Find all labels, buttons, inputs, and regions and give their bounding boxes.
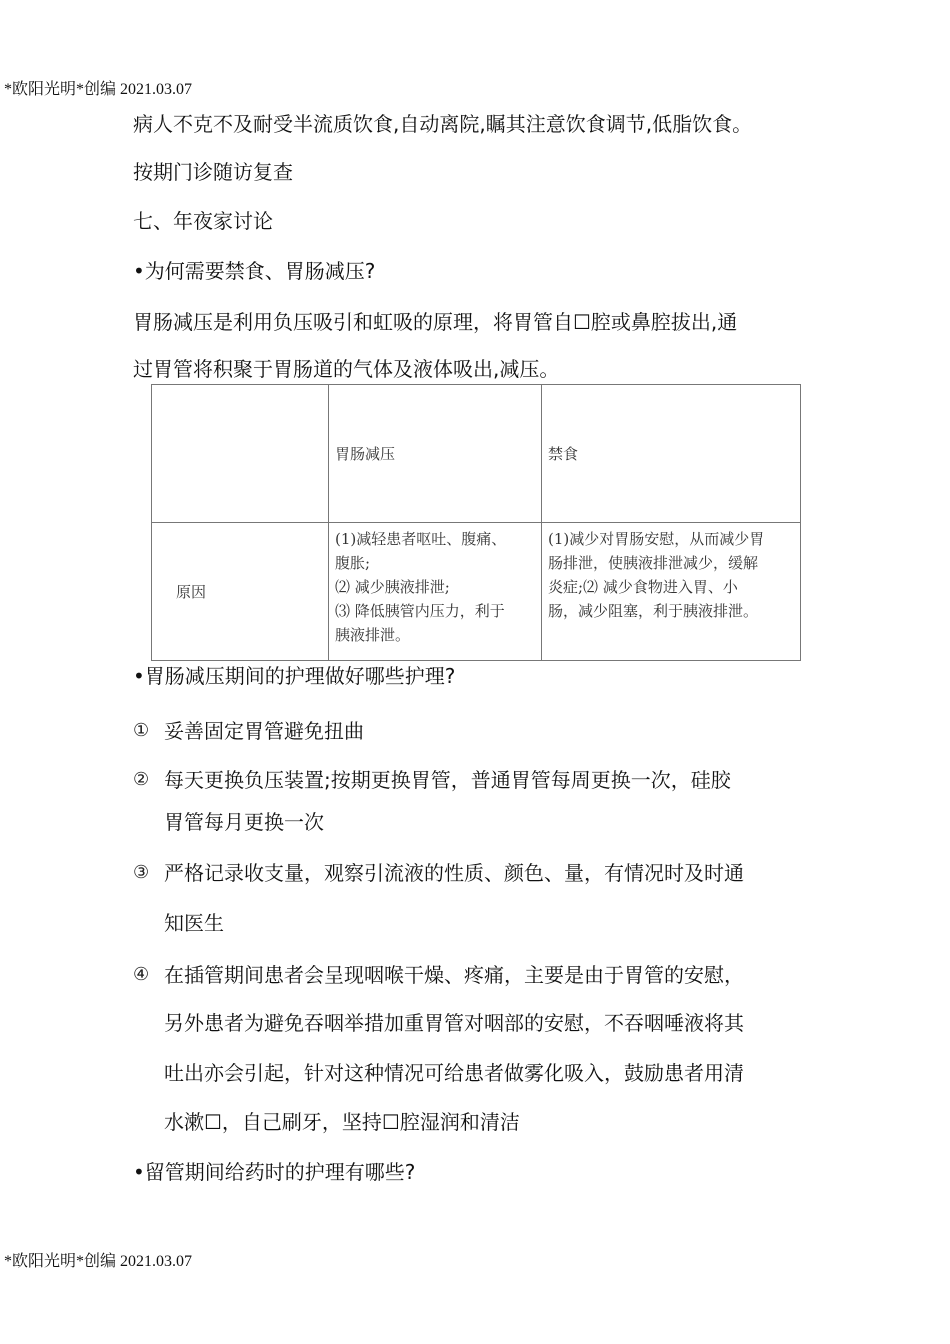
list-number: ④ xyxy=(133,964,150,985)
table-cell-gastro xyxy=(329,523,542,661)
section-heading: 七、年夜家讨论 xyxy=(133,209,273,233)
list-item: 另外患者为避免吞咽举措加重胃管对咽部的安慰，不吞咽唾液将其 xyxy=(164,1011,744,1035)
list-item: 知医生 xyxy=(164,911,224,935)
question-heading: •胃肠减压期间的护理做好哪些护理? xyxy=(133,664,456,688)
cell-text-line: 胰液排泄。 xyxy=(335,626,411,644)
cell-text-line: 腹胀; xyxy=(335,554,371,572)
cell-text-line: (1)减轻患者呕吐、腹痛、 xyxy=(335,530,507,548)
list-item: 每天更换负压装置;按期更换胃管，普通胃管每周更换一次，硅胶 xyxy=(164,768,731,792)
list-number: ① xyxy=(133,720,150,741)
paragraph-line: 按期门诊随访复查 xyxy=(133,160,293,184)
cell-text-line: ⑵ 减少胰液排泄; xyxy=(335,578,450,596)
page-footer: *欧阳光明*创编 2021.03.07 xyxy=(4,1253,193,1270)
table-cell-fasting xyxy=(542,523,801,661)
list-item: 胃管每月更换一次 xyxy=(164,810,324,834)
table-header-row xyxy=(152,385,801,523)
cell-text-line: 肠，减少阻塞，利于胰液排泄。 xyxy=(548,602,759,620)
table-row-label: 原因 xyxy=(152,523,329,661)
paragraph-line: 过胃管将积聚于胃肠道的气体及液体吸出,减压。 xyxy=(133,357,560,381)
table-header-gastro: 胃肠减压 xyxy=(329,385,542,523)
list-item: 在插管期间患者会呈现咽喉干燥、疼痛，主要是由于胃管的安慰， xyxy=(164,963,744,987)
list-number: ③ xyxy=(133,862,150,883)
cell-text-line: ⑶ 降低胰管内压力，利于 xyxy=(335,602,505,620)
list-item: 妥善固定胃管避免扭曲 xyxy=(164,719,364,743)
cell-text-line: (1)减少对胃肠安慰，从而减少胃 xyxy=(548,530,765,548)
page-header: *欧阳光明*创编 2021.03.07 xyxy=(4,81,193,98)
cell-text-line: 肠排泄，使胰液排泄减少，缓解 xyxy=(548,554,759,572)
comparison-table xyxy=(151,384,801,661)
question-heading: •为何需要禁食、胃肠减压? xyxy=(133,259,376,283)
list-item: 水漱☐，自己刷牙，坚持☐腔湿润和清洁 xyxy=(164,1110,520,1134)
paragraph-line: 病人不克不及耐受半流质饮食,自动离院,瞩其注意饮食调节,低脂饮食。 xyxy=(133,112,753,136)
list-item: 吐出亦会引起，针对这种情况可给患者做雾化吸入，鼓励患者用清 xyxy=(164,1061,744,1085)
question-heading: •留管期间给药时的护理有哪些? xyxy=(133,1160,416,1184)
paragraph-line: 胃肠减压是利用负压吸引和虹吸的原理，将胃管自☐腔或鼻腔拔出,通 xyxy=(133,310,738,334)
table-row xyxy=(152,523,801,661)
list-number: ② xyxy=(133,769,150,790)
table-header-fasting: 禁食 xyxy=(542,385,801,523)
list-item: 严格记录收支量，观察引流液的性质、颜色、量，有情况时及时通 xyxy=(164,861,744,885)
table-corner-cell xyxy=(152,385,329,523)
cell-text-line: 炎症;⑵ 减少食物进入胃、小 xyxy=(548,578,738,596)
